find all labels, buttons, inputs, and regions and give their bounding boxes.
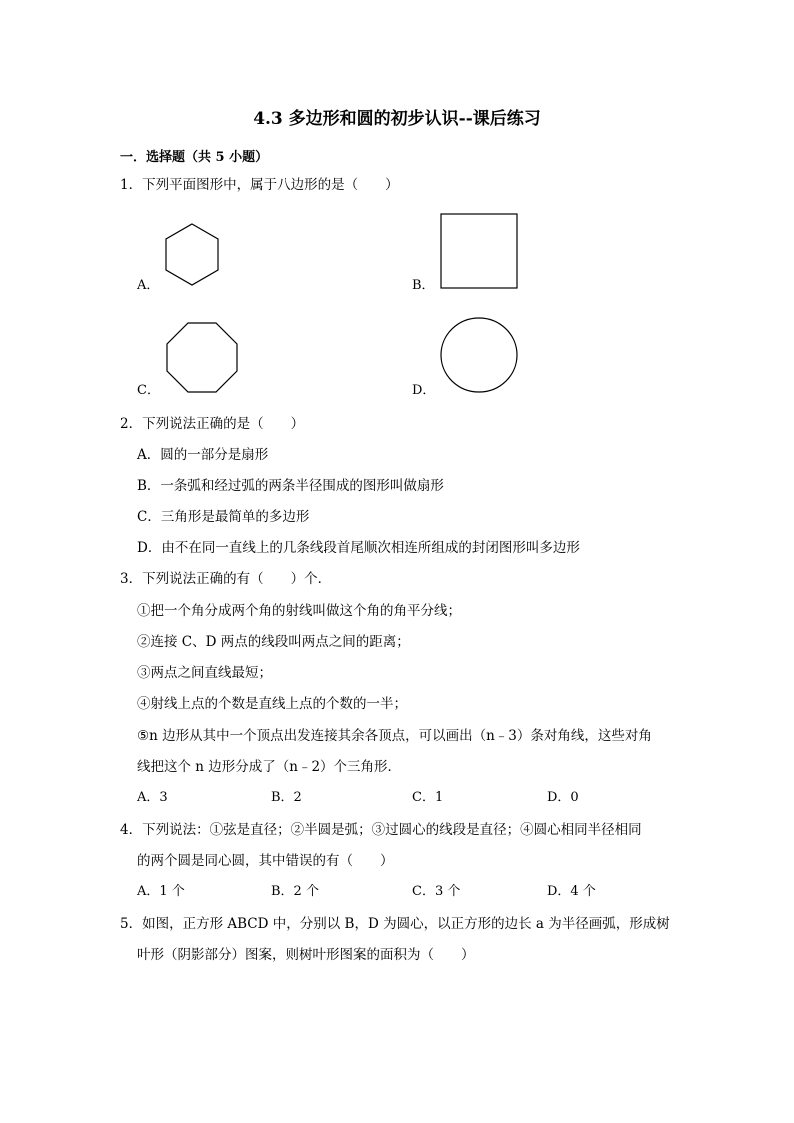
- square-icon: [438, 211, 520, 291]
- q3-option-d: D．0: [547, 790, 579, 805]
- q3-statement-5-line2: 线把这个 n 边形分成了（n﹣2）个三角形．: [137, 759, 402, 775]
- circle-icon: [438, 315, 522, 397]
- q4-option-a: A．1 个: [137, 884, 185, 899]
- q1-option-d: D．: [412, 383, 436, 398]
- hexagon-icon: [160, 220, 224, 290]
- q2-option-c: C．三角形是最简单的多边形: [137, 509, 310, 525]
- q3-statement-1: ①把一个角分成两个角的射线叫做这个角的角平分线；: [137, 603, 461, 619]
- q2-stem: 2．下列说法正确的是（ ）: [120, 416, 305, 432]
- section-heading: 一．选择题（共 5 小题）: [120, 150, 269, 165]
- q3-option-b: B．2: [271, 790, 302, 805]
- q5-stem-line2: 叶形（阴影部分）图案，则树叶形图案的面积为（ ）: [137, 947, 475, 963]
- q4-option-c: C．3 个: [412, 884, 461, 899]
- q4-stem-line1: 4．下列说法：①弦是直径；②半圆是弧；③过圆心的线段是直径；④圆心相同半径相同: [120, 822, 642, 838]
- q3-option-a: A．3: [137, 790, 168, 805]
- octagon-icon: [160, 318, 244, 398]
- q2-option-d: D．由不在同一直线上的几条线段首尾顺次相连所组成的封闭图形叫多边形: [137, 540, 580, 556]
- q3-statement-3: ③两点之间直线最短；: [137, 665, 272, 681]
- q3-statement-2: ②连接 C、D 两点的线段叫两点之间的距离；: [137, 634, 410, 650]
- q2-option-a: A．圆的一部分是扇形: [137, 447, 269, 463]
- q3-statement-5-line1: ⑤n 边形从其中一个顶点出发连接其余各顶点，可以画出（n﹣3）条对角线，这些对角: [137, 728, 652, 744]
- q3-stem: 3．下列说法正确的有（ ）个．: [120, 571, 332, 587]
- page-title: 4.3 多边形和圆的初步认识--课后练习: [253, 109, 541, 129]
- q1-option-a: A．: [137, 278, 160, 293]
- q4-option-d: D．4 个: [547, 884, 596, 899]
- q4-option-b: B．2 个: [271, 884, 319, 899]
- q5-stem-line1: 5．如图，正方形 ABCD 中，分别以 B，D 为圆心，以正方形的边长 a 为半径画弧，形成树: [120, 916, 670, 932]
- q1-stem: 1．下列平面图形中，属于八边形的是（ ）: [120, 177, 399, 193]
- q1-option-b: B．: [412, 278, 435, 293]
- q3-statement-4: ④射线上点的个数是直线上点的个数的一半；: [137, 696, 407, 712]
- q1-option-c: C．: [137, 383, 160, 398]
- q4-stem-line2: 的两个圆是同心圆，其中错误的有（ ）: [137, 853, 394, 869]
- q3-option-c: C．1: [412, 790, 444, 805]
- q2-option-b: B．一条弧和经过弧的两条半径围成的图形叫做扇形: [137, 478, 444, 494]
